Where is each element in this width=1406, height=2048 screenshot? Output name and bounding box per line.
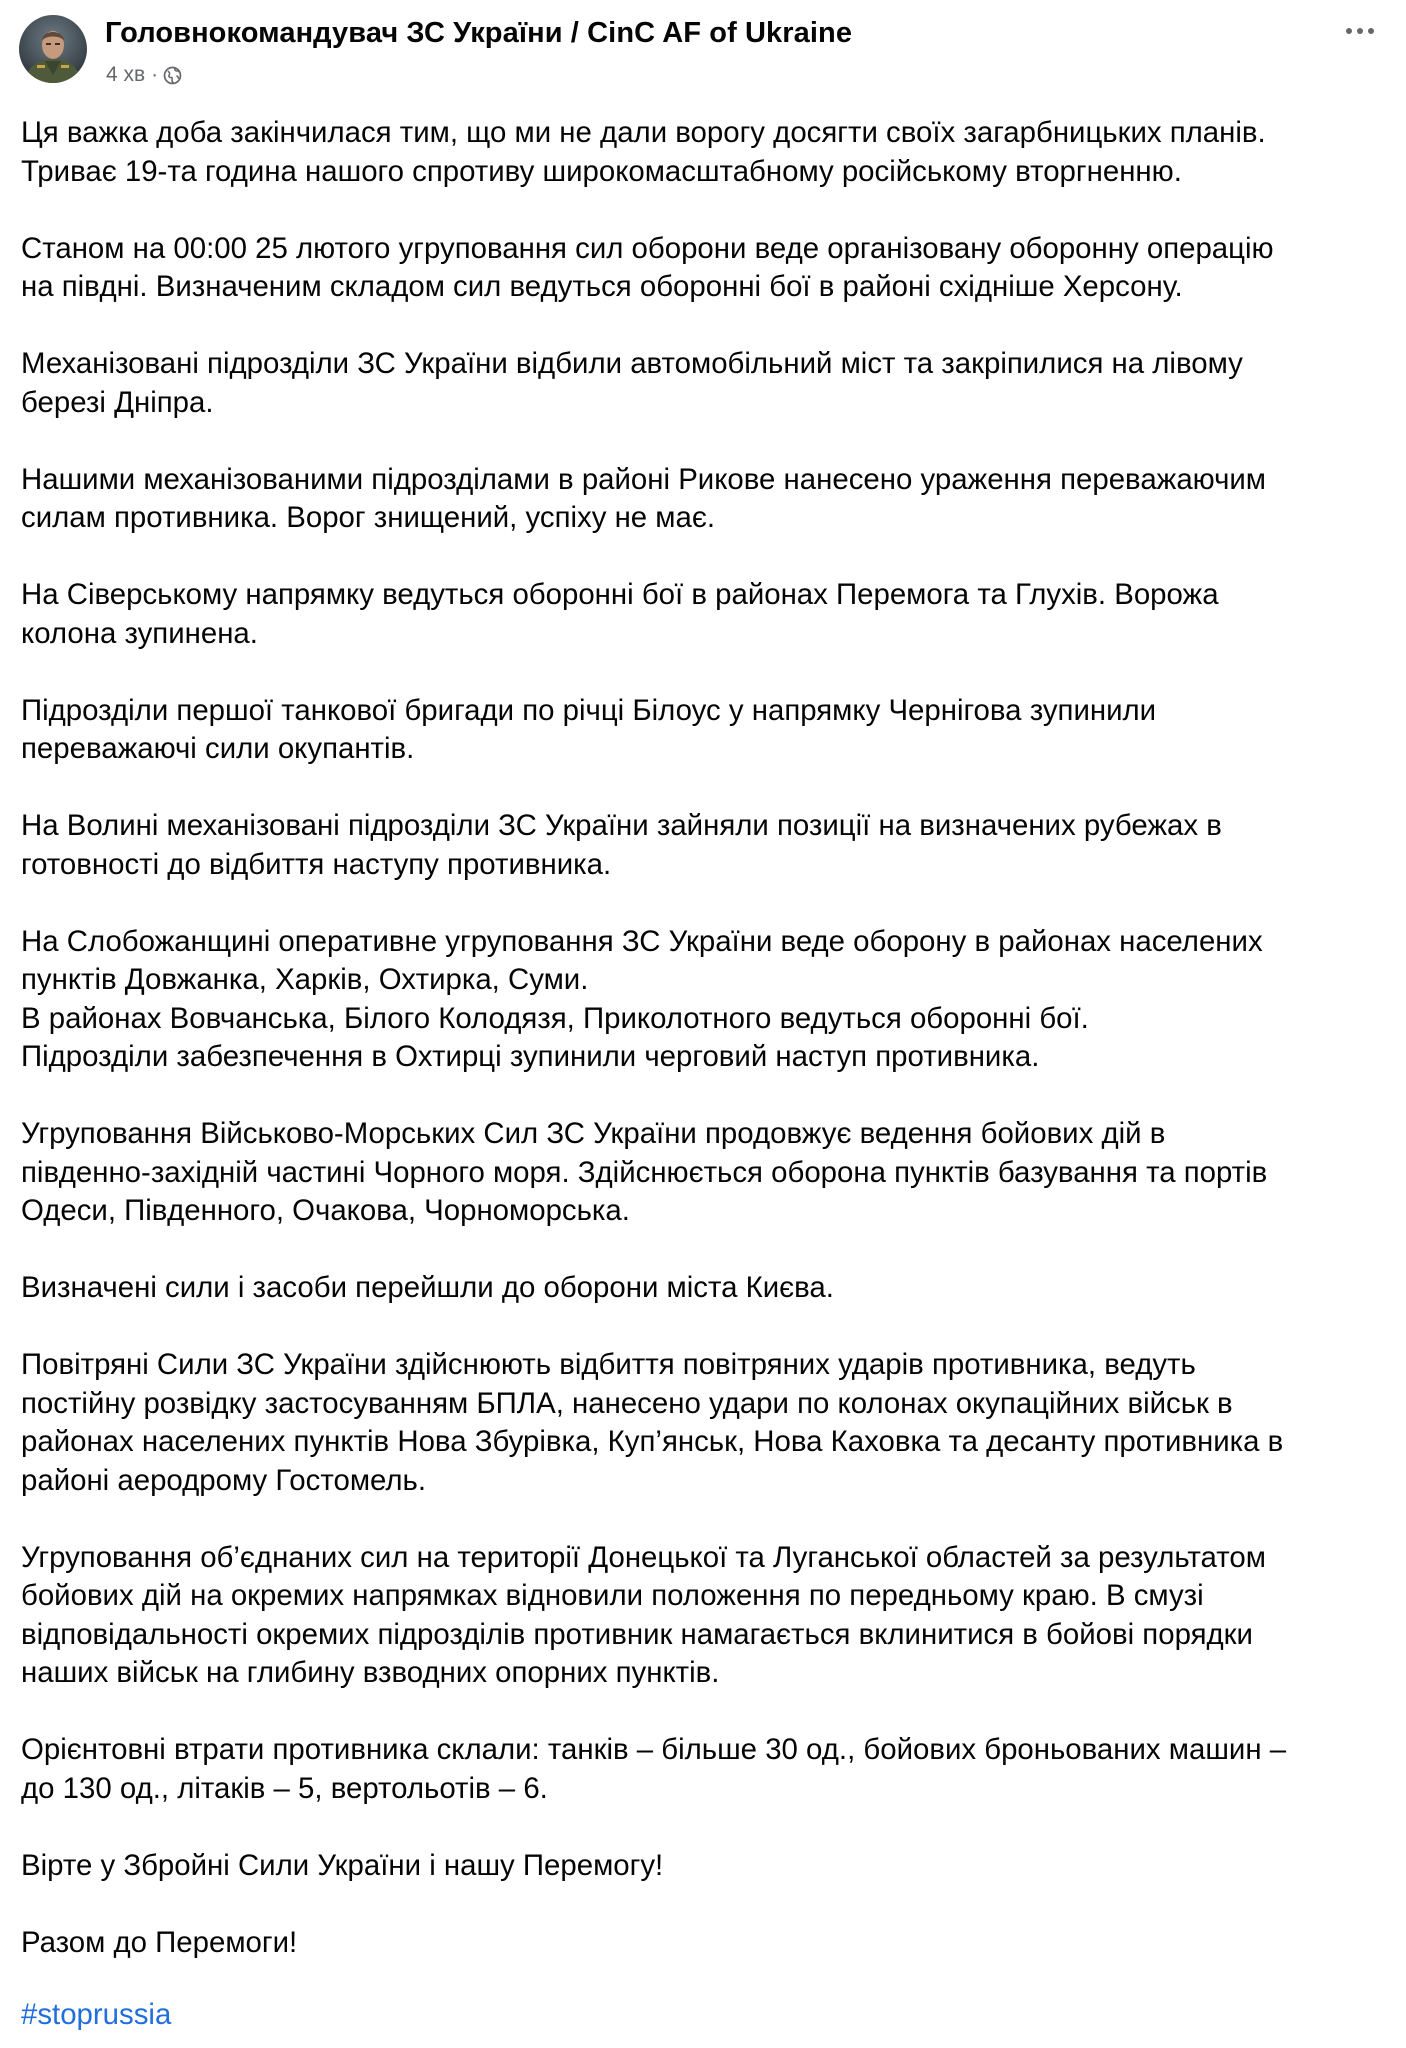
avatar-image [19,15,87,83]
post-timestamp[interactable]: 4 хв [106,63,146,86]
globe-icon [163,66,182,85]
post-paragraph: Станом на 00:00 25 лютого угруповання сил оборони веде організовану оборонну операцію на півдні. Визначеним складом сил ведуться оборонні бої в районі східніше Херсону. [21,231,1274,303]
post-paragraph: Угруповання об’єднаних сил на території Донецької та Луганської областей за результатом бойових дій на окремих напрямках відновили положення по передньому краю. В смузі відповідальності окремих підрозділів противник намагається вклинитися в бойові порядки наших військ на глибину взводних опорних пунктів. [21,1540,1266,1689]
post-text [21,114,1391,2001]
post-paragraph: Разом до Перемоги! [21,1925,298,1959]
post-paragraph: Підрозділи забезпечення в Охтирці зупинили черговий наступ противника. [21,1040,1040,1073]
author-name[interactable]: Головнокомандувач ЗС України / CinC AF of Ukraine [105,17,853,49]
post-paragraph: Орієнтовні втрати противника склали: танків – більше 30 од., бойових броньованих машин – до 130 од., літаків – 5, вертольотів – 6. [21,1733,1287,1805]
post-paragraph: На Сіверському напрямку ведуться оборонні бої в районах Перемога та Глухів. Ворожа колона зупинена. [21,578,1219,650]
post-paragraph: На Волині механізовані підрозділи ЗС України зайняли позиції на визначених рубежах в готовності до відбиття наступу противника. [21,809,1222,881]
post-paragraph: Вірте у Збройні Сили України і нашу Перемогу! [21,1848,664,1882]
post-paragraph: Підрозділи першої танкової бригади по річці Білоус у напрямку Чернігова зупинили переважаючі сили окупантів. [21,693,1157,765]
post-paragraph: Механізовані підрозділи ЗС України відбили автомобільний міст та закріпилися на лівому березі Дніпра. [21,347,1243,419]
hashtag-link[interactable]: #stoprussia [21,1998,172,2031]
more-options-button[interactable] [1338,14,1382,48]
post-paragraph: На Слобожанщині оперативне угруповання ЗС України веде оборону в районах населених пунктів Довжанка, Харків, Охтирка, Суми. [21,924,1263,996]
post-paragraph: Визначені сили і засоби перейшли до оборони міста Києва. [21,1271,834,1304]
post-paragraph: Повітряні Сили ЗС України здійснюють відбиття повітряних ударів противника, ведуть постійну розвідку застосуванням БПЛА, нанесено удари по колонах окупаційних військ в районах населених пунктів Нова Збурівка, Куп’янськ, Нова Каховка та десанту противника в районі аеродрому Гостомель. [21,1348,1284,1497]
more-options-icon [1346,28,1374,34]
author-avatar[interactable] [19,15,87,83]
post-paragraph: Угруповання Військово-Морських Сил ЗС України продовжує ведення бойових дій в південно-західній частині Чорного моря. Здійснюється оборона пунктів базування та портів Одеси, Південного, Очакова, Чорноморська. [21,1117,1268,1227]
post-paragraph: Нашими механізованими підрозділами в районі Рикове нанесено ураження переважаючим силам противника. Ворог знищений, успіху не має. [21,462,1267,534]
post-paragraph: Ця важка доба закінчилася тим, що ми не дали ворогу досягти своїх загарбницьких планів. Триває 19-та година нашого спротиву широкомасштабному російському вторгненню. [21,116,1266,188]
post-paragraph: В районах Вовчанська, Білого Колодязя, Приколотного ведуться оборонні бої. [21,1001,1089,1035]
post-header [0,0,1406,110]
post-meta [106,62,182,88]
meta-separator: · [151,63,159,86]
